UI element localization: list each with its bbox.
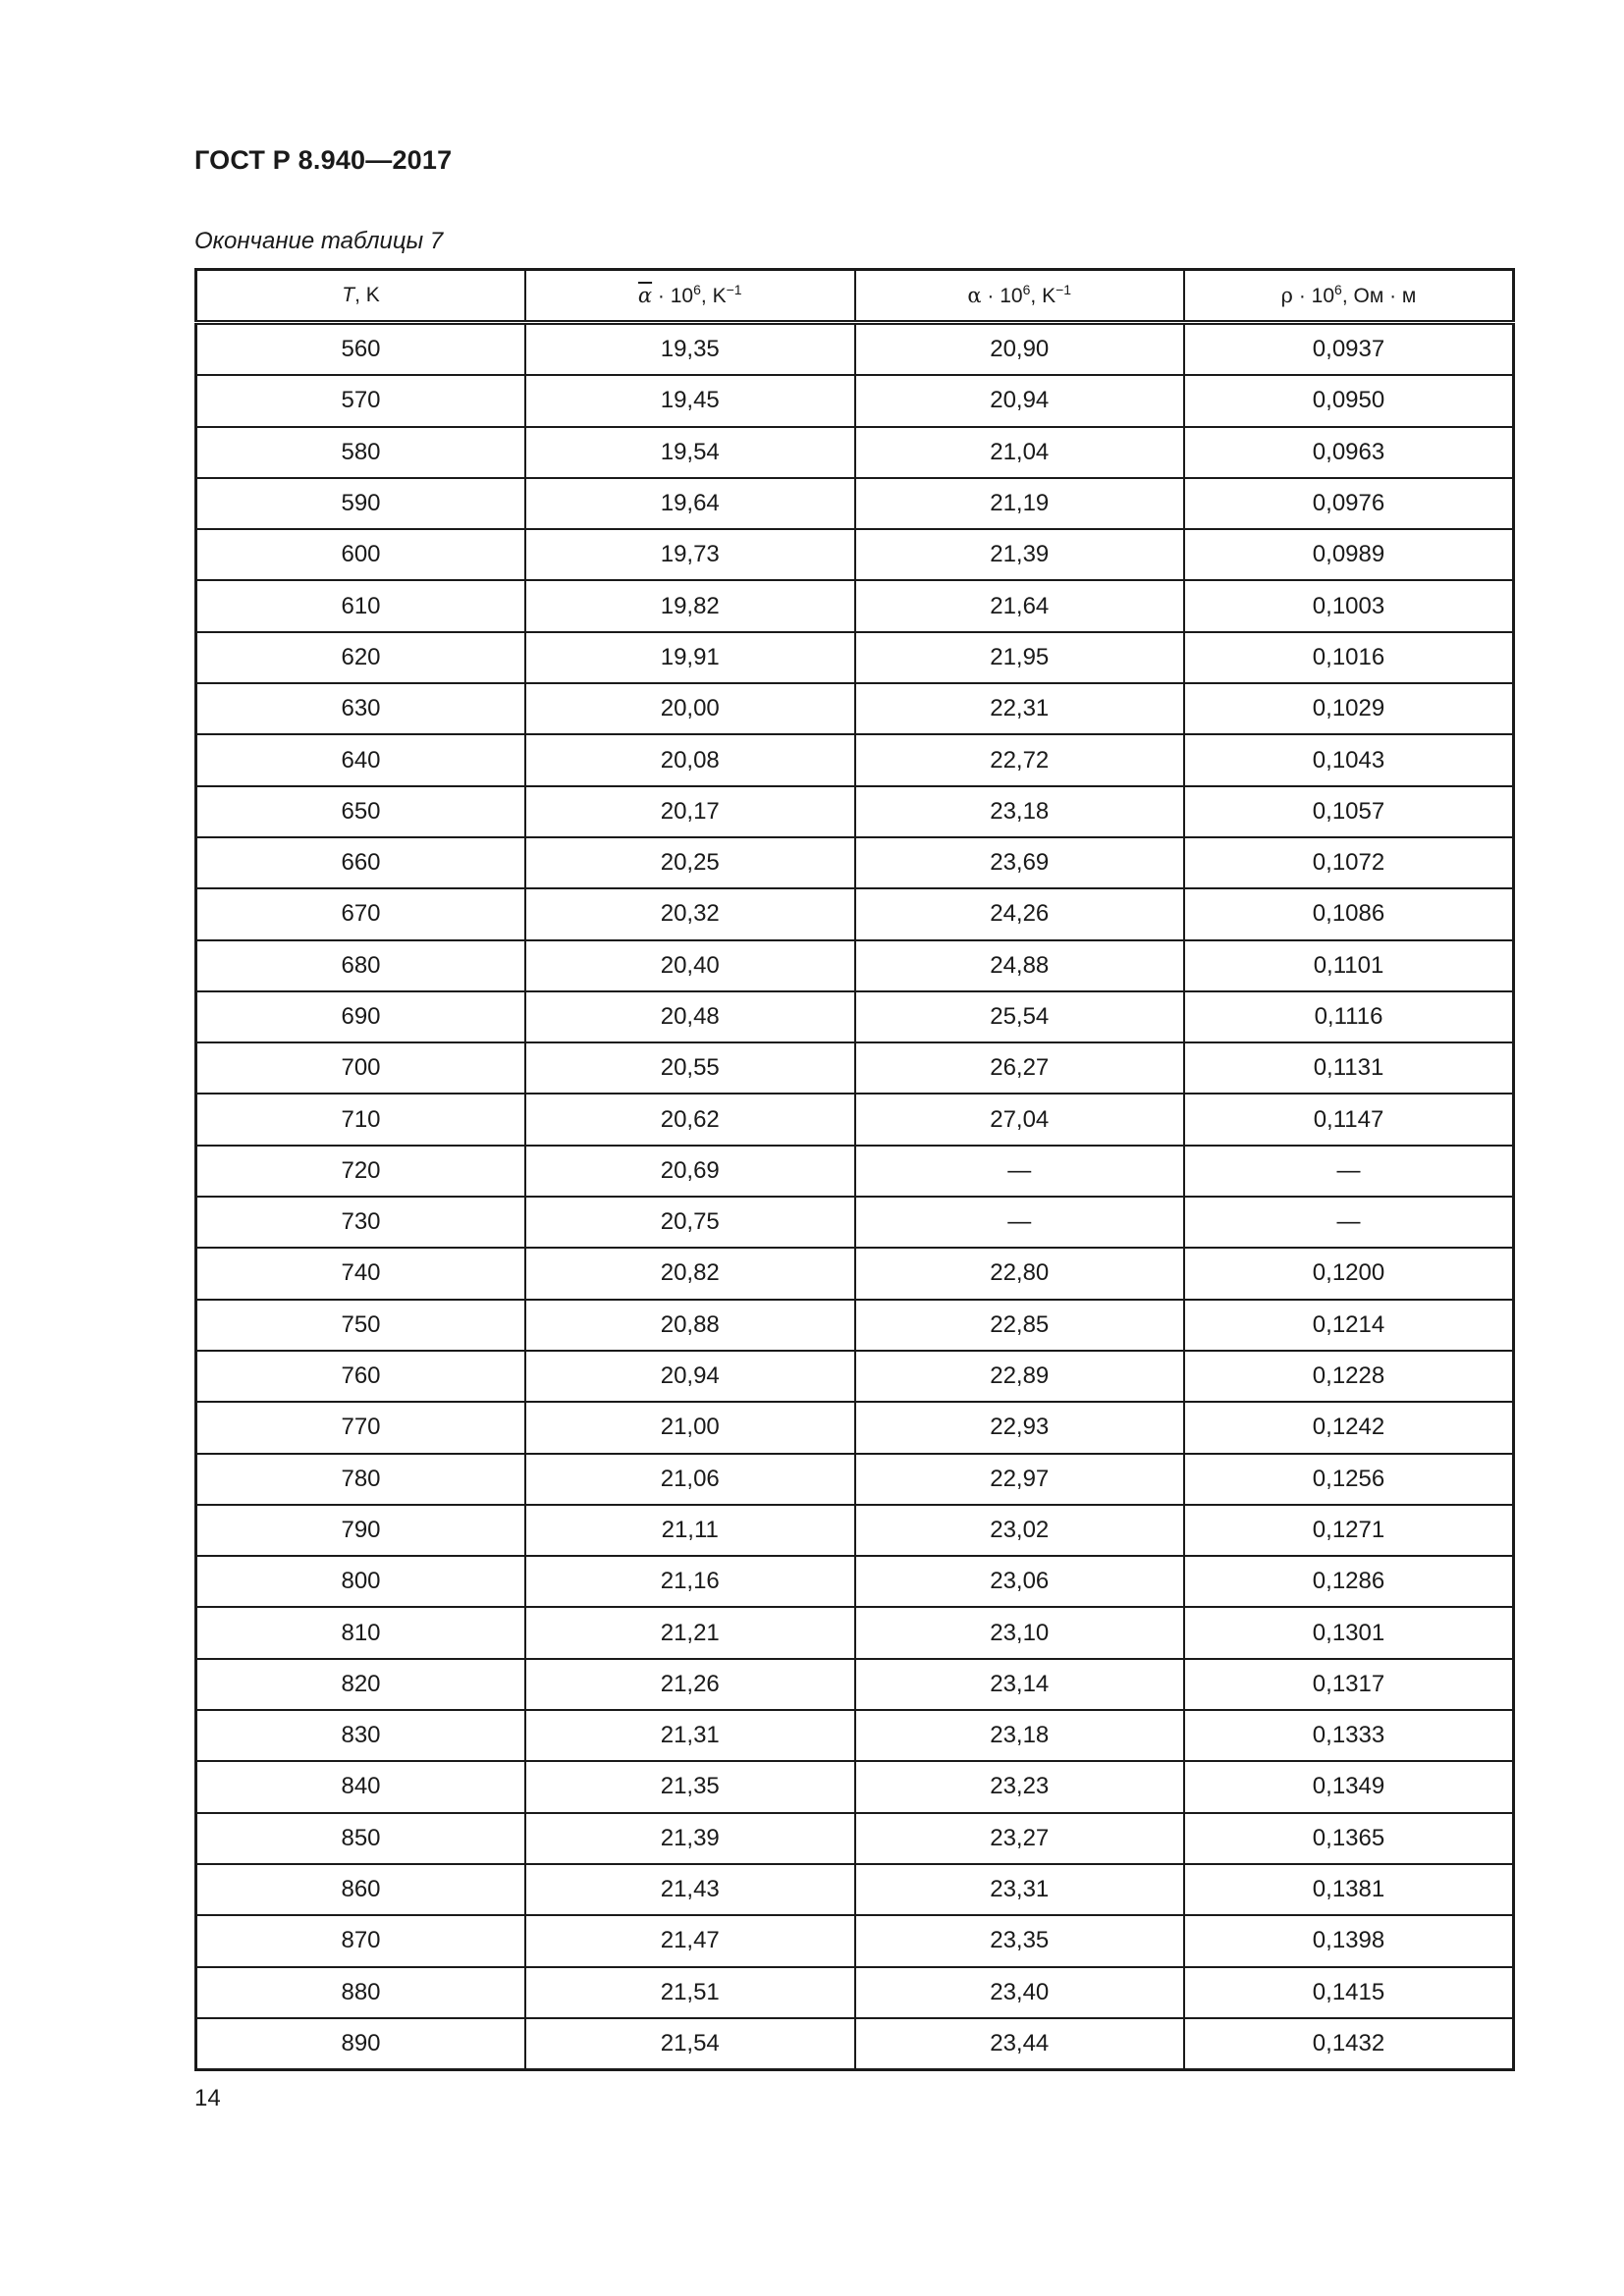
table-row [196,1813,1514,1864]
cell-resistivity: 0,0963 [1184,427,1514,478]
cell-mean-expansion: 20,82 [525,1248,855,1299]
col-header-mean-expansion-unit-exp: −1 [726,281,742,297]
cell-temperature: 630 [196,683,526,734]
col-header-resistivity-exp: 6 [1334,281,1342,297]
page-number: 14 [194,2085,221,2111]
header-row [196,270,1514,323]
cell-temperature: 890 [196,2018,526,2070]
cell-resistivity: 0,1242 [1184,1402,1514,1453]
cell-mean-expansion: 20,40 [525,940,855,991]
cell-resistivity: 0,1398 [1184,1915,1514,1966]
cell-temperature: 770 [196,1402,526,1453]
cell-mean-expansion: 20,69 [525,1146,855,1197]
table-row [196,991,1514,1042]
cell-mean-expansion: 20,88 [525,1300,855,1351]
cell-temperature: 660 [196,837,526,888]
cell-mean-expansion: 21,06 [525,1454,855,1505]
table-row [196,1710,1514,1761]
cell-mean-expansion: 21,47 [525,1915,855,1966]
col-header-true-expansion-unit-exp: −1 [1056,281,1072,297]
cell-temperature: 700 [196,1042,526,1094]
cell-true-expansion: 22,31 [855,683,1185,734]
cell-true-expansion: 27,04 [855,1094,1185,1145]
col-header-temperature-unit: , K [354,284,380,306]
cell-resistivity: 0,1003 [1184,580,1514,631]
cell-true-expansion: 24,88 [855,940,1185,991]
cell-resistivity: — [1184,1197,1514,1248]
table-row [196,1094,1514,1145]
cell-temperature: 650 [196,786,526,837]
cell-mean-expansion: 20,08 [525,734,855,785]
cell-mean-expansion: 20,94 [525,1351,855,1402]
data-table [194,268,1515,2071]
table-row [196,1146,1514,1197]
cell-mean-expansion: 21,00 [525,1402,855,1453]
table-row [196,529,1514,580]
col-header-true-expansion-unit: , K [1030,284,1056,307]
cell-true-expansion: 26,27 [855,1042,1185,1094]
cell-resistivity: 0,1228 [1184,1351,1514,1402]
cell-resistivity: 0,0937 [1184,323,1514,376]
cell-true-expansion: 23,18 [855,786,1185,837]
table-row [196,683,1514,734]
cell-resistivity: 0,1415 [1184,1967,1514,2018]
cell-true-expansion: 20,94 [855,375,1185,426]
table-row [196,837,1514,888]
table-row [196,1454,1514,1505]
cell-mean-expansion: 19,82 [525,580,855,631]
cell-true-expansion: 21,04 [855,427,1185,478]
cell-temperature: 680 [196,940,526,991]
table-row [196,1607,1514,1658]
cell-resistivity: 0,0976 [1184,478,1514,529]
cell-temperature: 610 [196,580,526,631]
cell-temperature: 760 [196,1351,526,1402]
cell-resistivity: 0,1200 [1184,1248,1514,1299]
table-row [196,888,1514,939]
cell-temperature: 560 [196,323,526,376]
cell-mean-expansion: 19,54 [525,427,855,478]
col-header-resistivity-symbol: ρ [1280,283,1293,307]
cell-mean-expansion: 21,11 [525,1505,855,1556]
cell-mean-expansion: 19,91 [525,632,855,683]
cell-mean-expansion: 19,73 [525,529,855,580]
cell-mean-expansion: 21,21 [525,1607,855,1658]
cell-temperature: 870 [196,1915,526,1966]
cell-temperature: 860 [196,1864,526,1915]
cell-mean-expansion: 21,16 [525,1556,855,1607]
cell-resistivity: 0,1043 [1184,734,1514,785]
cell-true-expansion: 25,54 [855,991,1185,1042]
cell-mean-expansion: 20,75 [525,1197,855,1248]
cell-temperature: 580 [196,427,526,478]
cell-true-expansion: 21,64 [855,580,1185,631]
cell-true-expansion: — [855,1197,1185,1248]
table-row [196,940,1514,991]
col-header-true-expansion-symbol: α [967,283,982,307]
cell-mean-expansion: 21,39 [525,1813,855,1864]
col-header-true-expansion-mult: · 10 [981,284,1023,307]
cell-mean-expansion: 20,00 [525,683,855,734]
cell-true-expansion: 23,69 [855,837,1185,888]
cell-resistivity: 0,1271 [1184,1505,1514,1556]
document-code: ГОСТ Р 8.940—2017 [194,145,453,175]
col-header-mean-expansion-symbol: $\overline{\alpha}$ [637,283,653,307]
cell-resistivity: 0,1349 [1184,1761,1514,1812]
cell-true-expansion: 22,89 [855,1351,1185,1402]
cell-temperature: 720 [196,1146,526,1197]
cell-mean-expansion: 20,25 [525,837,855,888]
col-header-temperature [196,270,526,323]
cell-mean-expansion: 19,64 [525,478,855,529]
cell-true-expansion: 23,18 [855,1710,1185,1761]
table-row [196,1915,1514,1966]
cell-resistivity: 0,1214 [1184,1300,1514,1351]
cell-true-expansion: 23,27 [855,1813,1185,1864]
cell-temperature: 590 [196,478,526,529]
cell-temperature: 820 [196,1659,526,1710]
table-row [196,1659,1514,1710]
table-row [196,786,1514,837]
table-row [196,734,1514,785]
table-row [196,375,1514,426]
cell-temperature: 670 [196,888,526,939]
cell-resistivity: 0,1286 [1184,1556,1514,1607]
cell-temperature: 850 [196,1813,526,1864]
cell-temperature: 830 [196,1710,526,1761]
cell-resistivity: 0,1432 [1184,2018,1514,2070]
table-body [196,323,1514,2070]
cell-temperature: 740 [196,1248,526,1299]
cell-true-expansion: 20,90 [855,323,1185,376]
col-header-resistivity [1184,270,1514,323]
table-row [196,478,1514,529]
cell-mean-expansion: 20,32 [525,888,855,939]
col-header-mean-expansion-unit: , K [700,284,727,307]
cell-resistivity: 0,1147 [1184,1094,1514,1145]
cell-temperature: 730 [196,1197,526,1248]
col-header-mean-expansion-exp: 6 [693,281,701,297]
col-header-resistivity-mult: · 10 [1292,284,1335,307]
col-header-true-expansion [855,270,1185,323]
cell-mean-expansion: 21,43 [525,1864,855,1915]
cell-temperature: 880 [196,1967,526,2018]
cell-mean-expansion: 20,55 [525,1042,855,1094]
cell-true-expansion: 23,31 [855,1864,1185,1915]
cell-mean-expansion: 21,51 [525,1967,855,2018]
cell-temperature: 810 [196,1607,526,1658]
cell-resistivity: 0,1256 [1184,1454,1514,1505]
cell-true-expansion: 23,23 [855,1761,1185,1812]
cell-resistivity: 0,1116 [1184,991,1514,1042]
cell-true-expansion: 21,39 [855,529,1185,580]
cell-temperature: 790 [196,1505,526,1556]
cell-resistivity: 0,1301 [1184,1607,1514,1658]
cell-resistivity: 0,0950 [1184,375,1514,426]
cell-resistivity: 0,1381 [1184,1864,1514,1915]
cell-mean-expansion: 19,45 [525,375,855,426]
table-row [196,1197,1514,1248]
cell-temperature: 600 [196,529,526,580]
cell-temperature: 840 [196,1761,526,1812]
cell-true-expansion: 21,19 [855,478,1185,529]
cell-resistivity: 0,1029 [1184,683,1514,734]
cell-temperature: 570 [196,375,526,426]
cell-resistivity: — [1184,1146,1514,1197]
table-header [196,270,1514,323]
cell-resistivity: 0,1333 [1184,1710,1514,1761]
cell-temperature: 800 [196,1556,526,1607]
cell-resistivity: 0,1131 [1184,1042,1514,1094]
cell-true-expansion: 23,44 [855,2018,1185,2070]
cell-temperature: 620 [196,632,526,683]
table-row [196,2018,1514,2070]
col-header-resistivity-unit: , Ом · м [1341,284,1417,307]
table-row [196,1556,1514,1607]
cell-true-expansion: 22,93 [855,1402,1185,1453]
table-row [196,323,1514,376]
table-row [196,427,1514,478]
table-row [196,1505,1514,1556]
cell-true-expansion: 22,97 [855,1454,1185,1505]
table-row [196,632,1514,683]
cell-temperature: 750 [196,1300,526,1351]
cell-true-expansion: 22,80 [855,1248,1185,1299]
col-header-mean-expansion [525,270,855,323]
cell-resistivity: 0,1101 [1184,940,1514,991]
table-row [196,1864,1514,1915]
col-header-true-expansion-exp: 6 [1022,281,1031,297]
cell-true-expansion: 22,72 [855,734,1185,785]
table-caption: Окончание таблицы 7 [194,228,444,254]
cell-resistivity: 0,1086 [1184,888,1514,939]
table-row [196,1761,1514,1812]
table-row [196,1248,1514,1299]
cell-mean-expansion: 20,48 [525,991,855,1042]
cell-temperature: 640 [196,734,526,785]
cell-true-expansion: 24,26 [855,888,1185,939]
table-row [196,1967,1514,2018]
cell-temperature: 690 [196,991,526,1042]
cell-mean-expansion: 20,17 [525,786,855,837]
cell-resistivity: 0,1016 [1184,632,1514,683]
table-row [196,1042,1514,1094]
cell-true-expansion: 23,06 [855,1556,1185,1607]
col-header-temperature-symbol: T [342,284,355,306]
table-row [196,1300,1514,1351]
cell-true-expansion: 23,02 [855,1505,1185,1556]
cell-resistivity: 0,0989 [1184,529,1514,580]
cell-mean-expansion: 21,31 [525,1710,855,1761]
cell-true-expansion: 23,14 [855,1659,1185,1710]
cell-resistivity: 0,1317 [1184,1659,1514,1710]
cell-mean-expansion: 21,26 [525,1659,855,1710]
cell-mean-expansion: 21,54 [525,2018,855,2070]
cell-resistivity: 0,1365 [1184,1813,1514,1864]
cell-temperature: 780 [196,1454,526,1505]
table-row [196,1402,1514,1453]
cell-temperature: 710 [196,1094,526,1145]
cell-resistivity: 0,1072 [1184,837,1514,888]
cell-mean-expansion: 19,35 [525,323,855,376]
cell-true-expansion: — [855,1146,1185,1197]
cell-true-expansion: 22,85 [855,1300,1185,1351]
table-row [196,580,1514,631]
cell-true-expansion: 23,35 [855,1915,1185,1966]
cell-mean-expansion: 21,35 [525,1761,855,1812]
cell-resistivity: 0,1057 [1184,786,1514,837]
cell-mean-expansion: 20,62 [525,1094,855,1145]
cell-true-expansion: 23,40 [855,1967,1185,2018]
table-row [196,1351,1514,1402]
cell-true-expansion: 23,10 [855,1607,1185,1658]
cell-true-expansion: 21,95 [855,632,1185,683]
col-header-mean-expansion-mult: · 10 [652,284,694,307]
